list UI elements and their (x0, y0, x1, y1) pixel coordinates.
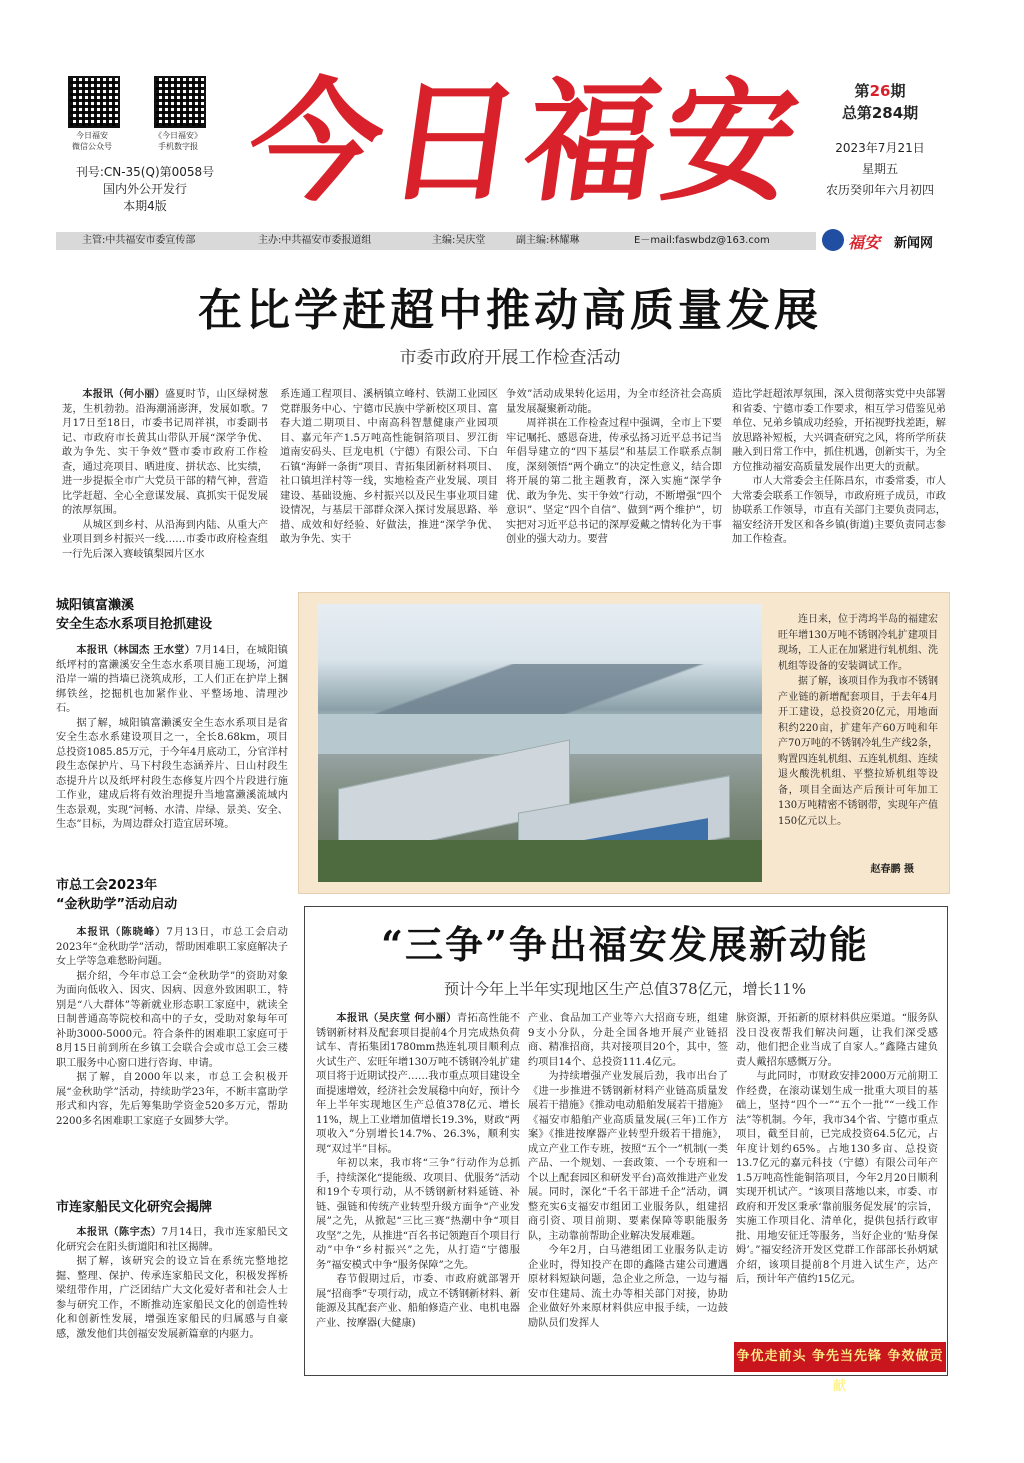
issue-num: 26 (869, 82, 891, 100)
feature-subheadline: 预计今年上半年实现地区生产总值378亿元，增长11% (444, 980, 806, 998)
brief-headline-line: 市总工会2023年 (56, 878, 158, 893)
byline: 本报讯（何小丽） (82, 389, 165, 400)
brief-2-headline (56, 876, 286, 914)
total-issue: 总第284期 (841, 104, 919, 122)
paragraph: 据了解，该项目作为我市不锈钢产业链的新增配套项目，于去年4月开工建设，总投资20亿元，用地面积约220亩，扩建年产60万吨和年产70万吨的不锈钢冷轧生产线2条，购置四连轧机组、五连轧机组、连续退火酸洗机组、平整拉矫机组等设备，项目全面达产后预计可年加工130万吨精密不锈钢带，实现年产值150亿元以上。 (778, 676, 938, 827)
brief-1-headline (56, 596, 286, 634)
paragraph: 与此同时，市财政安排2000万元前期工作经费，在滚动谋划生成一批重大项目的基础上，坚持“四个一”“五个一批”“一线工作法”等机制。今年，我市34个省、宁德市重点项目，截至目前，已完成投资64.5亿元，占年度计划约65%。占地130多亩、总投资13.7亿元的嘉元科技（宁德）有限公司年产1.5万吨高性能铜箔项目，今年2月20日顺利实现开机试产。“该项目落地以来，市委、市政府和开发区秉承‘靠前服务促发展’的宗旨，实施工作项目化、清单化，提供包括行政审批、用地安征迁等服务，当好企业的‘贴身保姆’。”福安经济开发区党群工作部部长孙炳斌介绍，该项目提前8个月进入试生产，达产后，预计年产值约15亿元。 (736, 1071, 938, 1285)
qr-caption-wechat (54, 130, 130, 152)
issue-number (820, 80, 940, 102)
paragraph: 周祥祺在工作检查过程中强调，全市上下要牢记嘱托、感恩奋进，传承弘扬习近平总书记当年倡导建立的“四下基层”和基层工作联系点制度，深刻领悟“两个确立”的决定性意义，结合即将开展的第二批主题教育，深入实施“深学争优、敢为争先、实干争效”行动，不断增强“四个意识”、坚定“四个自信”、做到“两个维护”，切实把对习近平总书记的深厚爱戴之情转化为干事创业的强大动力。要营 (506, 418, 722, 545)
feature-column-1 (316, 1012, 520, 1368)
paragraph (56, 926, 288, 970)
lunar-date: 农历癸卯年六月初四 (825, 183, 934, 197)
paragraph: 争效”活动成果转化运用，为全市经济社会高质量发展凝聚新动能。 (506, 389, 722, 415)
lead-column-1 (62, 388, 268, 574)
factory-aerial-photo (318, 604, 762, 882)
lead-column-2 (280, 388, 498, 574)
brief-2-body (56, 926, 288, 1182)
lead-subheadline: 市委市政府开展工作检查活动 (399, 348, 621, 368)
qr-caption-epaper (140, 130, 216, 152)
feature-headline: “三争”争出福安发展新动能 (381, 922, 869, 967)
serial-number: 刊号:CN-35(Q)第0058号 (75, 165, 215, 179)
paragraph: 造比学赶超浓厚氛围，深入贯彻落实党中央部署和省委、宁德市委工作要求，相互学习借鉴见弟单位、兄弟乡镇成功经验，开拓视野找差距，解放思路补短板，大兴调查研究之风，将所学所获融入到日常工作中，抓住机遇，创新实干，为全方位推动福安高质量发展作出更大的贡献。 (732, 389, 946, 473)
weekday: 星期五 (861, 162, 898, 176)
lead-column-4 (732, 388, 946, 574)
paragraph (56, 644, 288, 717)
brief-headline-line: 市连家船民文化研究会揭牌 (56, 1200, 213, 1215)
paragraph (316, 1012, 520, 1157)
brief-headline-line: 城阳镇富濑溪 (56, 598, 135, 613)
brief-1-body (56, 644, 288, 852)
brief-headline-line: “金秋助学”活动启动 (56, 897, 178, 912)
issue-info (820, 80, 940, 201)
page-count: 本期4版 (123, 199, 167, 213)
slogan-banner: 争优走前头 争先当先锋 争效做贡献 (734, 1342, 946, 1372)
paragraph-text: 7月14日，我市连家船民文化研究会在阳头街道阳和社区揭牌。 (56, 1227, 288, 1253)
paragraph (62, 388, 268, 519)
issue-prefix: 第 (854, 82, 870, 100)
feature-column-3 (736, 1012, 938, 1338)
qr-code-epaper (154, 76, 206, 128)
paragraph-text: 青拓高性能不锈钢新材料及配套项目提前4个月完成热负荷试车、青拓集团1780mm热连轧项目顺利点火试生产、宏旺年增130万吨不锈钢冷轧扩建项目将于近期试投产……我市重点项目建设全面提速增效，经济社会发展稳中向好，预计今年上半年实现地区生产总值378亿元、增长11%，规上工业增加值增长19.3%，财政“两项收入”分别增长14.7%、26.3%，顺利实现“双过半”目标。 (316, 1013, 520, 1155)
paragraph: 系连通工程项目、溪柄镇立峰村、铁湖工业园区党群服务中心、宁德市民族中学新校区项目、富春大道二期项目、中南高科智慧健康产业园项目、嘉元年产1.5万吨高性能铜箔项目、罗江街道南安码头、巨龙电机（宁德）有限公司、下白石镇“海鲜一条街”项目、青拓集团新材料项目、社口镇坦洋村等一线，实地检查产业发展、项目建设、基础设施、乡村振兴以及民生事业项目建设情况，与基层干部群众深入探讨发展思路、举措、成效和好经验、好做法，推进“深学争优、敢为争先、实干 (280, 389, 498, 545)
photo-greenery (318, 840, 762, 882)
info-bar (56, 232, 816, 250)
newspaper-title-logo: 今日福安 (239, 65, 813, 220)
qr-caption-line: 《今日福安》 (154, 131, 202, 140)
paragraph: 为持续增强产业发展后劲，我市出台了《进一步推进不锈钢新材料产业链高质量发展若干措施》《推动电动船舶发展若干措施》《福安市船舶产业高质量发展(三年)工作方案》《推进按摩器产业转型升级若干措施》，成立产业工作专班，按照“五个一”机制(一类产品、一个规划、一套政策、一个专班和一个以上配套园区和研发平台)高效推进产业发展。同时，深化“千名干部进千企”活动，调整充实6支福安市组团工业服务队，组建招商引资、项目前期、要素保障等职能服务队，主动靠前帮助企业解决发展难题。 (528, 1071, 728, 1242)
paragraph (56, 1226, 288, 1255)
deputy-editor: 副主编:林耀琳 (516, 235, 580, 246)
brief-3-body (56, 1226, 288, 1374)
issue-date: 2023年7月21日 (835, 141, 925, 155)
paragraph: 据介绍，今年市总工会“金秋助学”的资助对象为面向低收入、因灾、因病、因意外致困职工，特别是“八大群体”等新就业形态职工家庭中，就读全日制普通高等院校和高中的子女，受助对象每年可补助3000-5000元。符合条件的困难职工家庭可于8月15日前到所在乡镇工会联合会或市总工会三楼职工服务中心窗口进行咨询、申请。 (56, 970, 288, 1069)
paragraph: 市人大常委会主任陈昌东，市委常委，市人大常委会联系工作领导，市政府班子成员，市政协联系工作领导，市直有关部门主要负责同志，福安经济开发区和各乡镇(街道)主要负责同志参加工作检查。 (732, 476, 946, 545)
lead-headline: 在比学赶超中推动高质量发展 (198, 285, 822, 336)
paragraph: 连日来，位于湾坞半岛的福建宏旺年增130万吨不锈钢冷轧扩建项目现场，工人正在加紧进行轧机组、洗机组等设备的安装调试工作。 (778, 614, 938, 672)
byline: 本报讯（林国杰 王水堂） (76, 645, 196, 656)
qr-caption-line: 今日福安 (76, 131, 108, 140)
qr-caption-line: 微信公众号 (72, 142, 112, 151)
paragraph-text: 7月13日，市总工会启动2023年“金秋助学”活动，帮助困难职工家庭解决子女上学等急难愁盼问题。 (56, 927, 288, 967)
byline: 本报讯（陈宇杰） (76, 1227, 162, 1238)
site-logo-icon (822, 229, 844, 251)
paragraph-text: 7月14日，在城阳镇纸坪村的富濑溪安全生态水系项目施工现场，河道沿岸一端的挡墙已浇筑成形，工人们正在护岸上捆绑铁丝，挖掘机也加紧作业、平整场地、清理沙石。 (56, 645, 288, 714)
paragraph: 从城区到乡村、从沿海到内陆、从重大产业项目到乡村振兴一线……市委市政府检查组一行先后深入赛岐镇梨园片区水 (62, 519, 268, 560)
paragraph-text: 盛夏时节，山区绿树葱茏，生机勃勃。沿海潮涌澎湃，发展如歌。7月17日至18日，市委书记周祥祺，市委副书记、市政府市长黄其山带队开展“深学争优、敢为争先、实干争效”暨市委市政府工作检查，通过亮项目、晒进度、拼状态、比实绩，进一步提振全市广大党员干部的精气神，营造比学赶超、全心全意谋发展、真抓实干促发展的浓厚氛围。 (62, 389, 268, 516)
publication-info (60, 164, 230, 215)
paragraph: 年初以来，我市将“三争”行动作为总抓手，持续深化“提能级、攻项目、优服务”活动和19个专项行动，从不锈钢新材料延链、补链、强链和传统产业转型升级方面争“产业发展”之先，从掀起“三比三赛”热潮中争“项目攻坚”之先，从推进“百名书记领跑百个项目行动”中争“乡村振兴”之先，从打造“宁德服务”福安模式中争“服务保障”之先。 (316, 1158, 520, 1271)
news-site-brand[interactable] (822, 226, 952, 254)
sponsor: 主办:中共福安市委报道组 (258, 235, 372, 246)
byline: 本报讯（吴庆堂 何小丽） (336, 1013, 457, 1024)
paragraph: 脉资源，开拓新的原材料供应渠道。“服务队没日没夜帮我们解决问题，让我们深受感动，他们把企业当成了自家人。”鑫隆古建负责人戴招东感慨万分。 (736, 1013, 938, 1068)
qr-caption-line: 手机数字报 (158, 142, 198, 151)
lead-column-3 (506, 388, 722, 574)
distribution: 国内外公开发行 (102, 182, 187, 196)
feature-column-2 (528, 1012, 728, 1368)
paragraph: 据了解，城阳镇富濑溪安全生态水系项目是省安全生态水系建设项目之一，全长8.68km，项目总投资1085.85万元，于今年4月底动工，分官洋村段生态保护片、马下村段生态涵养片、日山村段生态提升片以及纸坪村段生态修复片四个片段进行施工作业，建成后将有效治理提升当地富濑溪流域内生态景观，实现“河畅、水清、岸绿、景美、安全、生态”目标，为周边群众打造宜居环境。 (56, 717, 288, 830)
paragraph: 产业、食品加工产业等六大招商专班，组建9支小分队，分赴全国各地开展产业链招商、精准招商，共对接项目20个，其中，签约项目14个、总投资111.4亿元。 (528, 1013, 728, 1068)
brief-headline-line: 安全生态水系项目抢抓建设 (56, 617, 213, 632)
paragraph: 今年2月，白马港组团工业服务队走访企业时，得知投产在即的鑫隆古建公司遭遇原材料短缺问题，急企业之所急，一边与福安市住建局、流土办等相关部门对接，协助企业做好外来原材料供应申报手续，一边鼓励队员们发挥人 (528, 1245, 728, 1329)
supervisor: 主管:中共福安市委宣传部 (82, 235, 196, 246)
brief-3-headline (56, 1198, 286, 1217)
byline: 本报讯（陈晓峰） (76, 927, 167, 938)
site-brand-red: 福安 (848, 233, 881, 252)
photo-caption (778, 612, 938, 829)
site-brand-black: 新闻网 (894, 236, 934, 251)
paragraph: 春节假期过后，市委、市政府就部署开展“招商季”专项行动，成立不锈钢新材料、新能源及其配套产业、船舶修造产业、电机电器产业、按摩器(大健康) (316, 1274, 520, 1329)
photo-credit: 赵春鹏 摄 (870, 864, 914, 875)
issue-suffix: 期 (890, 82, 906, 100)
paragraph: 据了解，该研究会的设立旨在系统完整地挖掘、整理、保护、传承连家船民文化，积极发挥桥梁纽带作用，广泛团结广大文化爱好者和社会人士参与研究工作，不断推动连家船民文化的创造性转化和创新性发展，增强连家船民的归属感与自豪感，激发他们共创福安发展新篇章的内驱力。 (56, 1256, 288, 1340)
email[interactable]: E－mail:faswbdz@163.com (634, 235, 770, 246)
qr-code-wechat (68, 76, 120, 128)
paragraph: 据了解，自2000年以来，市总工会积极开展“金秋助学”活动，持续助学23年，不断丰富助学形式和内容，先后筹集助学资金520多万元，帮助2200多名困难职工家庭子女圆梦大学。 (56, 1072, 288, 1127)
editor: 主编:吴庆堂 (432, 235, 486, 246)
